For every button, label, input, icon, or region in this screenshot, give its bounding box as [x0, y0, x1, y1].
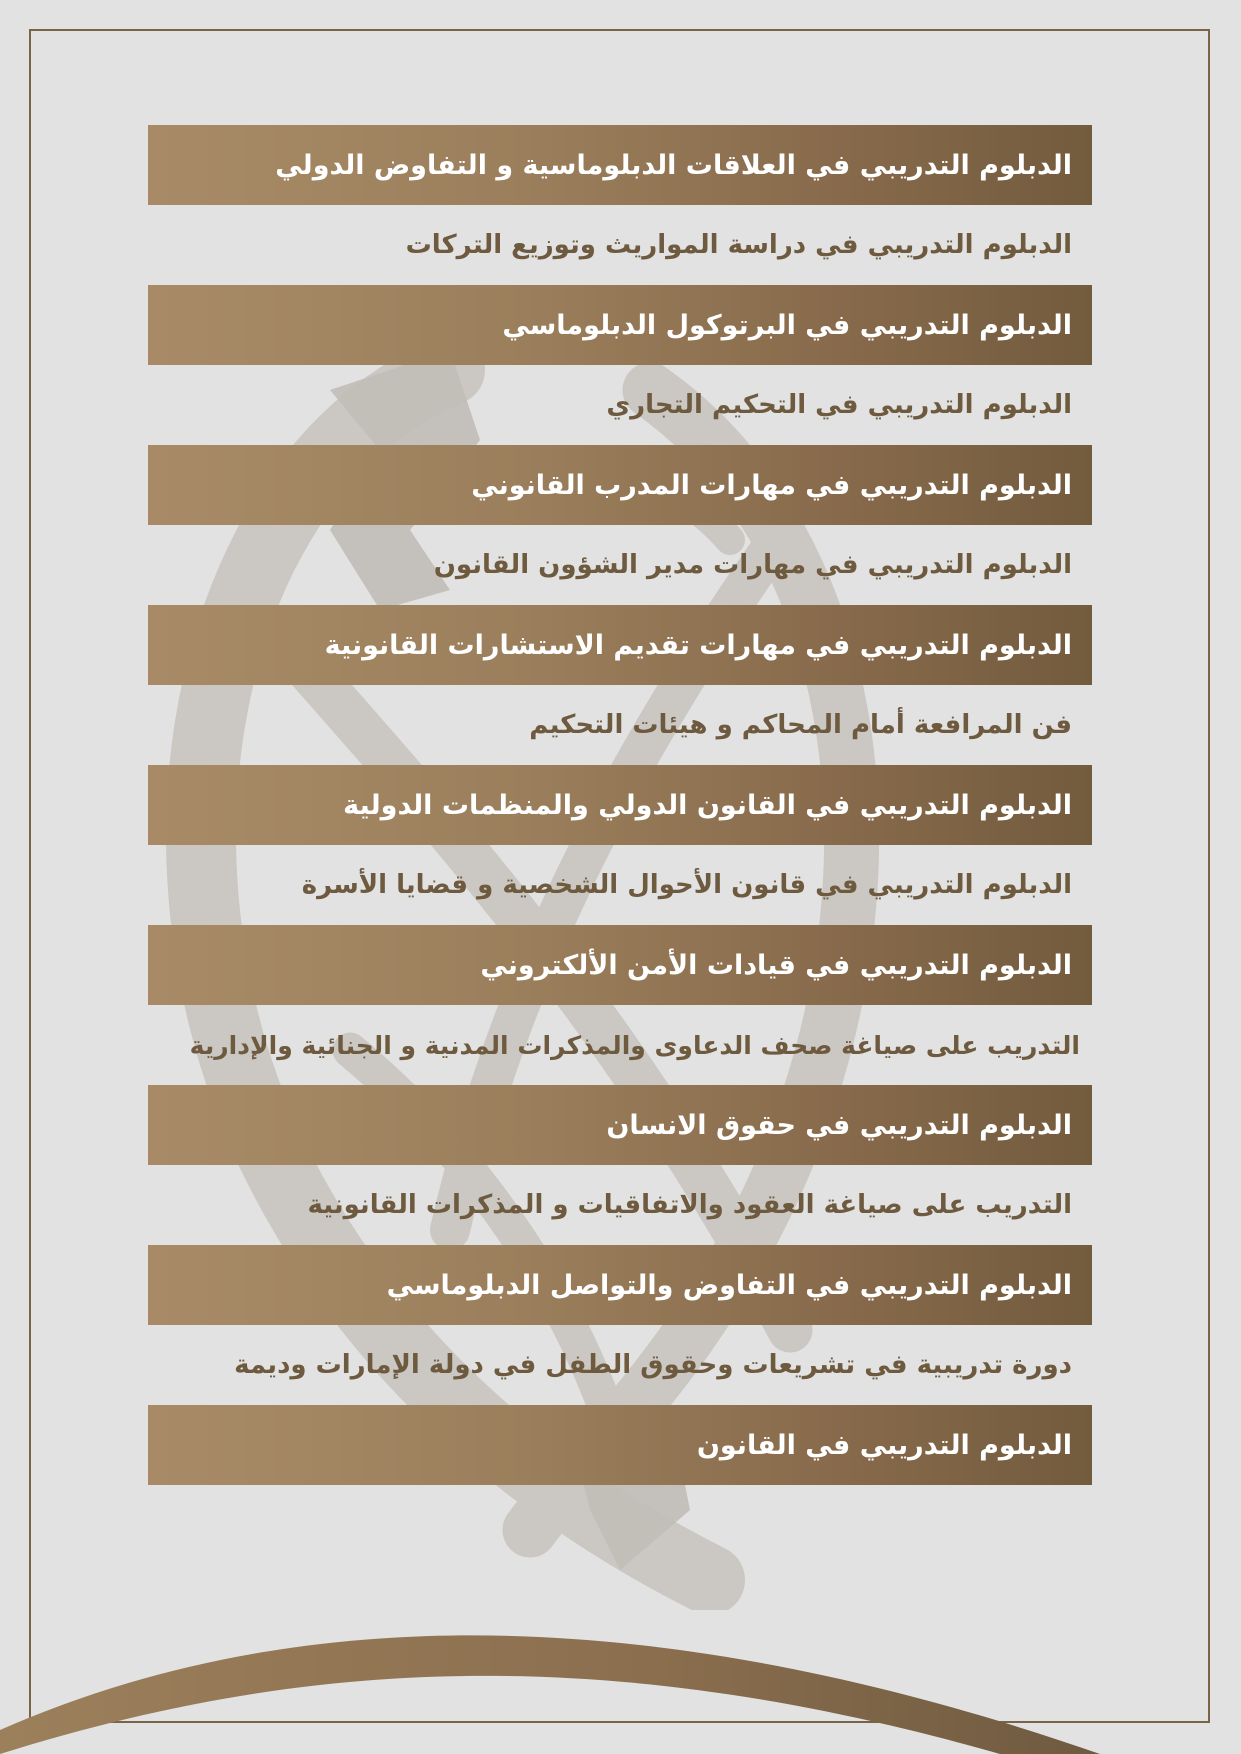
course-list — [148, 125, 1092, 1485]
course-item-10: الدبلوم التدريبي في قانون الأحوال الشخصية و قضايا الأسرة — [301, 870, 1072, 900]
course-item-15: الدبلوم التدريبي في التفاوض والتواصل الدبلوماسي — [148, 1245, 1092, 1325]
course-item-16: دورة تدريبية في تشريعات وحقوق الطفل في دولة الإمارات وديمة — [234, 1350, 1072, 1380]
course-item-2: الدبلوم التدريبي في دراسة المواريث وتوزيع التركات — [405, 230, 1072, 260]
course-item-13: الدبلوم التدريبي في حقوق الانسان — [148, 1085, 1092, 1165]
course-item-12: التدريب على صياغة صحف الدعاوى والمذكرات المدنية و الجنائية والإدارية — [189, 1030, 1080, 1060]
course-item-9: الدبلوم التدريبي في القانون الدولي والمنظمات الدولية — [148, 765, 1092, 845]
course-item-8: فن المرافعة أمام المحاكم و هيئات التحكيم — [529, 710, 1072, 740]
bottom-swoosh-decoration — [0, 1600, 1241, 1754]
course-item-11: الدبلوم التدريبي في قيادات الأمن الألكتروني — [148, 925, 1092, 1005]
course-item-17: الدبلوم التدريبي في القانون — [148, 1405, 1092, 1485]
course-item-5: الدبلوم التدريبي في مهارات المدرب القانوني — [148, 445, 1092, 525]
course-item-14: التدريب على صياغة العقود والاتفاقيات و المذكرات القانونية — [307, 1190, 1072, 1220]
course-item-4: الدبلوم التدريبي في التحكيم التجاري — [606, 390, 1072, 420]
course-item-7: الدبلوم التدريبي في مهارات تقديم الاستشارات القانونية — [148, 605, 1092, 685]
course-item-6: الدبلوم التدريبي في مهارات مدير الشؤون القانون — [433, 550, 1072, 580]
course-item-3: الدبلوم التدريبي في البرتوكول الدبلوماسي — [148, 285, 1092, 365]
course-item-1: الدبلوم التدريبي في العلاقات الدبلوماسية و التفاوض الدولي — [148, 125, 1092, 205]
